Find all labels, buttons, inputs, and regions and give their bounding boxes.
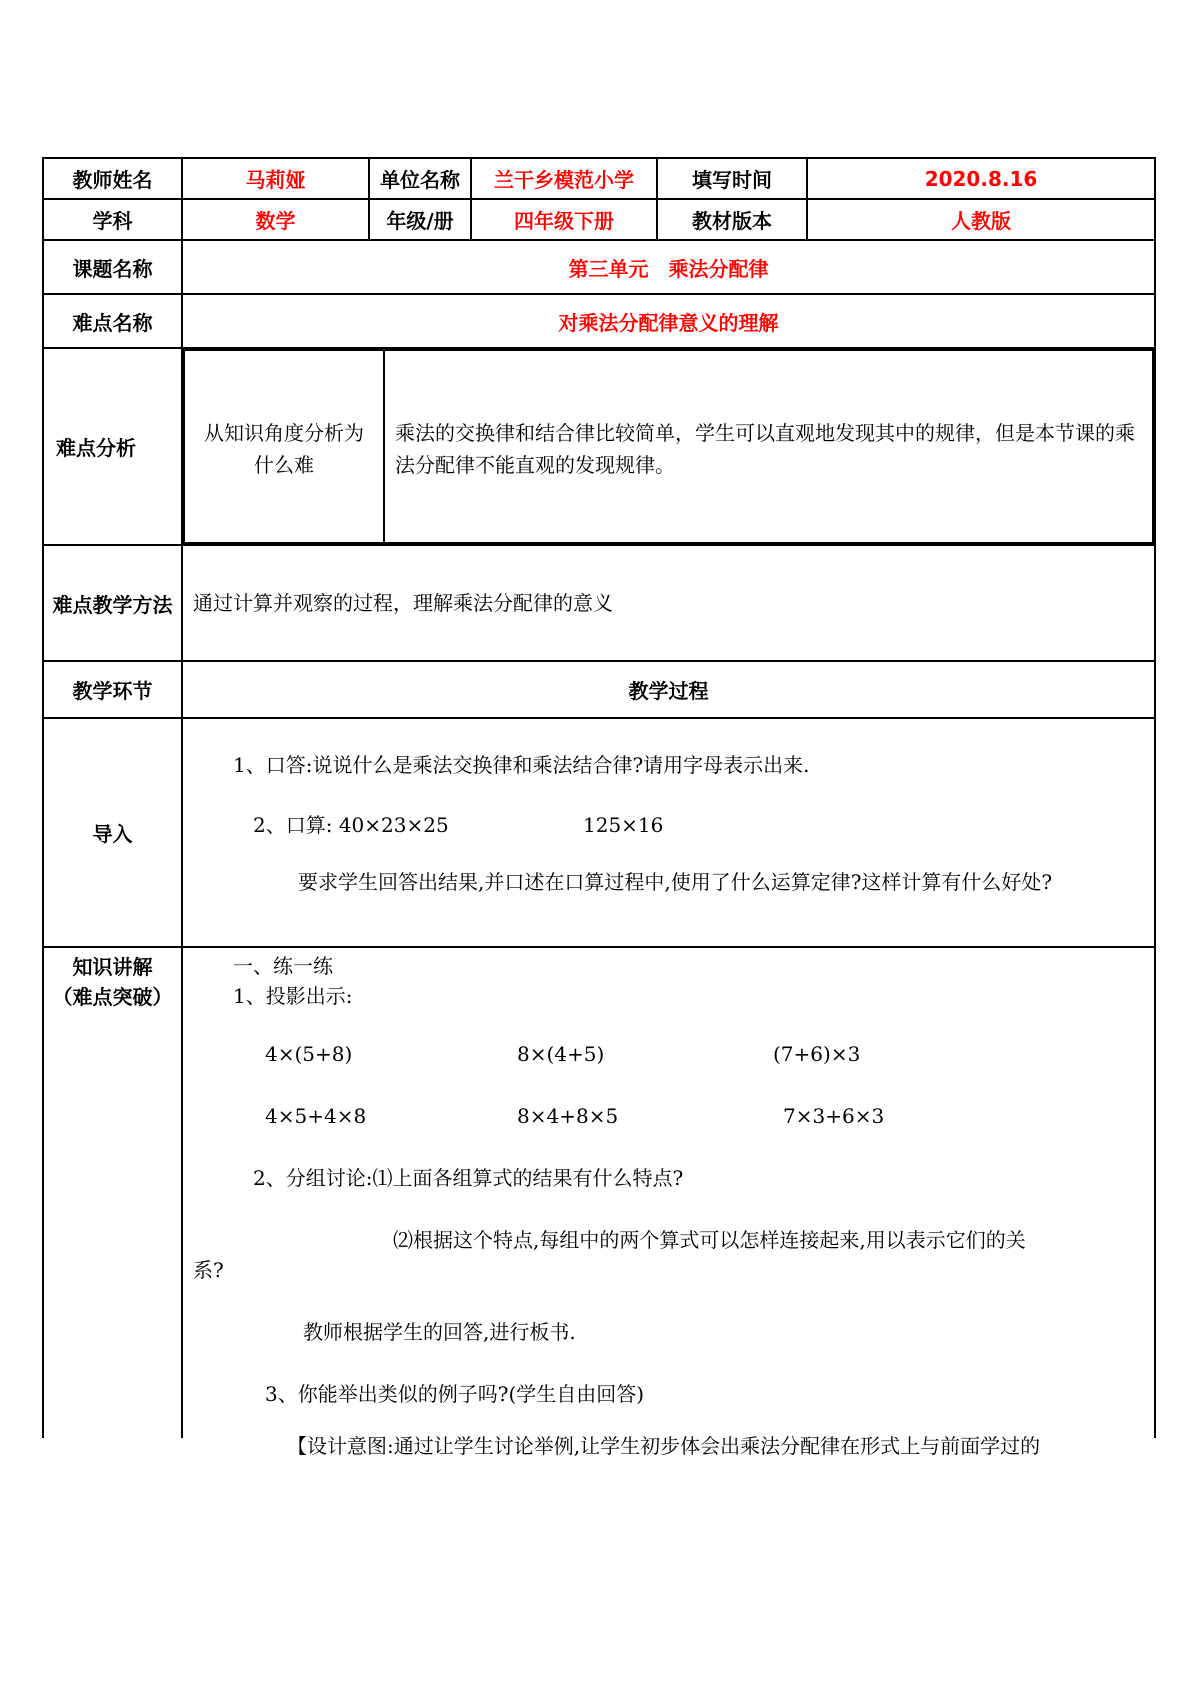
topic-value: 第三单元 乘法分配律 — [182, 240, 1155, 294]
expr-r1-c1: 4×(5+8) — [265, 1042, 353, 1066]
process-header-value: 教学过程 — [182, 661, 1155, 718]
expr-r2-c2: 8×4+8×5 — [517, 1104, 619, 1128]
intro-label: 导入 — [43, 718, 182, 947]
difficulty-row — [43, 294, 1155, 348]
method-label: 难点教学方法 — [43, 545, 182, 661]
intro-line-1: 1、口答:说说什么是乘法交换律和乘法结合律?请用字母表示出来. — [233, 753, 810, 777]
explain-item-3: 3、你能举出类似的例子吗?(学生自由回答) — [265, 1382, 645, 1406]
analysis-label: 难点分析 — [43, 348, 182, 545]
unit-label: 单位名称 — [369, 158, 471, 199]
intro-row — [43, 718, 1155, 947]
design-intent: 【设计意图:通过让学生讨论举例,让学生初步体会出乘法分配律在形式上与前面学过的 — [287, 1434, 1041, 1458]
subject-value: 数学 — [182, 199, 369, 240]
unit-value: 兰干乡模范小学 — [471, 158, 657, 199]
lesson-plan-table — [42, 157, 1156, 1458]
explain-item-2: 2、分组讨论:⑴上面各组算式的结果有什么特点? — [253, 1166, 684, 1190]
analysis-text: 乘法的交换律和结合律比较简单，学生可以直观地发现其中的规律，但是本节课的乘法分配律不能直观的发现规律。 — [384, 350, 1153, 543]
edition-label: 教材版本 — [657, 199, 807, 240]
analysis-nested — [183, 349, 1154, 544]
intro-line-2-second: 125×16 — [583, 813, 664, 837]
teacher-note: 教师根据学生的回答,进行板书. — [303, 1320, 576, 1344]
difficulty-label: 难点名称 — [43, 294, 182, 348]
explain-section: 一、练一练 — [233, 954, 333, 978]
edition-value: 人教版 — [807, 199, 1155, 240]
explain-content — [182, 947, 1155, 1458]
process-header-row — [43, 661, 1155, 718]
teacher-value: 马莉娅 — [182, 158, 369, 199]
topic-row — [43, 240, 1155, 294]
explain-label — [43, 947, 182, 1438]
expr-r1-c3: (7+6)×3 — [773, 1042, 861, 1066]
process-header-label: 教学环节 — [43, 661, 182, 718]
expr-r2-c1: 4×5+4×8 — [265, 1104, 367, 1128]
explain-item-1: 1、投影出示: — [233, 984, 353, 1008]
analysis-content — [182, 348, 1155, 545]
time-value: 2020.8.16 — [807, 158, 1155, 199]
expr-r1-c2: 8×(4+5) — [517, 1042, 605, 1066]
time-label: 填写时间 — [657, 158, 807, 199]
topic-label: 课题名称 — [43, 240, 182, 294]
grade-label: 年级/册 — [369, 199, 471, 240]
intro-content — [182, 718, 1155, 947]
intro-line-2: 2、口算: 40×23×25 — [253, 813, 449, 837]
analysis-row — [43, 348, 1155, 545]
teacher-label: 教师姓名 — [43, 158, 182, 199]
explain-item-2b-end: 系? — [193, 1258, 224, 1282]
lesson-plan-form — [42, 157, 1154, 1458]
explain-row — [43, 947, 1155, 1438]
analysis-sub-label: 从知识角度分析为什么难 — [184, 350, 384, 543]
expr-r2-c3: 7×3+6×3 — [783, 1104, 885, 1128]
method-row — [43, 545, 1155, 661]
explain-label-line-2: （难点突破） — [52, 985, 173, 1009]
subject-label: 学科 — [43, 199, 182, 240]
grade-value: 四年级下册 — [471, 199, 657, 240]
explain-item-2b: ⑵根据这个特点,每组中的两个算式可以怎样连接起来,用以表示它们的关 — [393, 1228, 1026, 1252]
header-row-1 — [43, 158, 1155, 199]
explain-label-line-1: 知识讲解 — [72, 955, 153, 979]
difficulty-value: 对乘法分配律意义的理解 — [182, 294, 1155, 348]
header-row-2 — [43, 199, 1155, 240]
intro-line-3: 要求学生回答出结果,并口述在口算过程中,使用了什么运算定律?这样计算有什么好处? — [298, 870, 1053, 894]
method-text: 通过计算并观察的过程，理解乘法分配律的意义 — [182, 545, 1155, 661]
